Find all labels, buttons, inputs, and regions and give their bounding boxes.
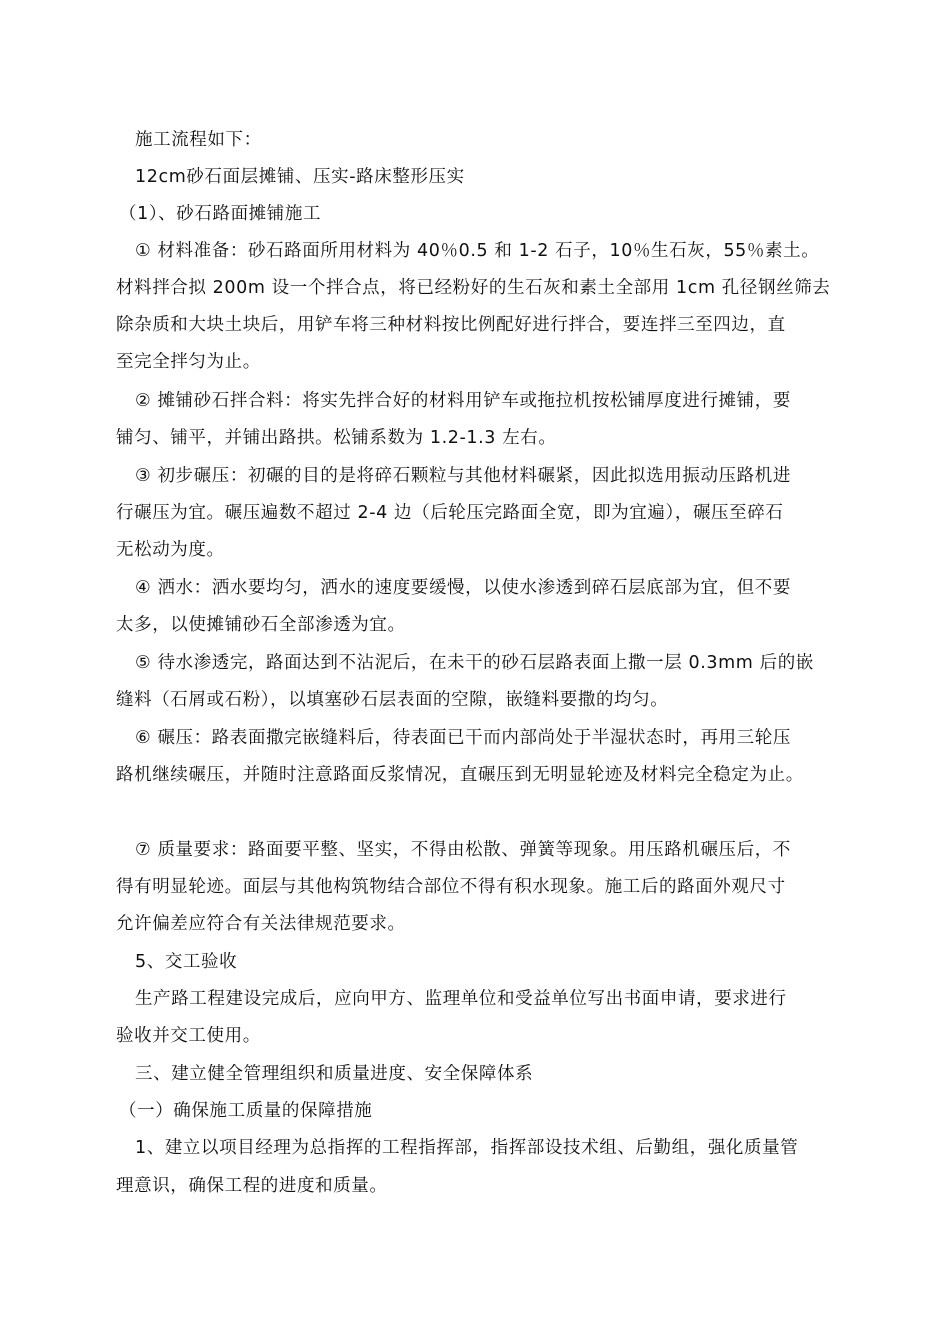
flow-summary: 12cm砂石面层摊铺、压实-路床整形压实 [135,167,465,187]
paragraph-line: 缝料（石屑或石粉），以填塞砂石层表面的空隙，嵌缝料要撒的均匀。 [116,690,669,710]
flow-heading: 施工流程如下： [135,130,262,150]
paragraph-line: ⑤ 待水渗透完，路面达到不沾泥后，在未干的砂石层路表面上撒一层 0.3mm 后的嵌 [135,653,814,673]
paragraph-line: ⑦ 质量要求：路面要平整、坚实，不得由松散、弹簧等现象。用压路机碾压后，不 [135,840,791,860]
paragraph-line: 无松动为度。 [116,540,225,560]
subsection-heading-1: （一）确保施工质量的保障措施 [119,1101,373,1121]
paragraph-line: 材料拌合拟 200m 设一个拌合点，将已经粉好的生石灰和素土全部用 1cm 孔径钢丝筛去 [116,278,831,298]
section-heading-1: （1）、砂石路面摊铺施工 [119,204,322,224]
paragraph-line: 行碾压为宜。碾压遍数不超过 2-4 边（后轮压完路面全宽，即为宜遍），碾压至碎石 [116,503,784,523]
paragraph-line: ⑥ 碾压：路表面撒完嵌缝料后，待表面已干而内部尚处于半湿状态时，再用三轮压 [135,728,791,748]
paragraph-line: 至完全拌匀为止。 [116,352,261,372]
paragraph-line: 铺匀、铺平，并铺出路拱。松铺系数为 1.2-1.3 左右。 [116,428,557,448]
paragraph-line: 理意识，确保工程的进度和质量。 [116,1176,388,1196]
paragraph-line: ③ 初步碾压：初碾的目的是将碎石颗粒与其他材料碾紧，因此拟选用振动压路机进 [135,466,791,486]
paragraph-line: 得有明显轮迹。面层与其他构筑物结合部位不得有积水现象。施工后的路面外观尺寸 [116,877,786,897]
section-heading-3: 三、建立健全管理组织和质量进度、安全保障体系 [135,1064,534,1084]
paragraph-line: 验收并交工使用。 [116,1026,261,1046]
paragraph-line: ② 摊铺砂石拌合料：将实先拌合好的材料用铲车或拖拉机按松铺厚度进行摊铺，要 [135,391,791,411]
paragraph-line: 生产路工程建设完成后，应向甲方、监理单位和受益单位写出书面申请，要求进行 [135,989,787,1009]
paragraph-line: 1、建立以项目经理为总指挥的工程指挥部，指挥部设技术组、后勤组，强化质量管 [135,1138,799,1158]
paragraph-line: 太多，以使摊铺砂石全部渗透为宜。 [116,615,406,635]
paragraph-line: 允许偏差应符合有关法律规范要求。 [116,914,406,934]
paragraph-line: 除杂质和大块土块后，用铲车将三种材料按比例配好进行拌合，要连拌三至四边，直 [116,315,786,335]
paragraph-line: 路机继续碾压，并随时注意路面反浆情况，直碾压到无明显轮迹及材料完全稳定为止。 [116,765,804,785]
paragraph-line: ④ 洒水：洒水要均匀，洒水的速度要缓慢，以使水渗透到碎石层底部为宜，但不要 [135,578,791,598]
section-heading-5: 5、交工验收 [135,952,238,972]
paragraph-line: ① 材料准备：砂石路面所用材料为 40％0.5 和 1-2 石子，10％生石灰，55％素土。 [135,241,820,261]
